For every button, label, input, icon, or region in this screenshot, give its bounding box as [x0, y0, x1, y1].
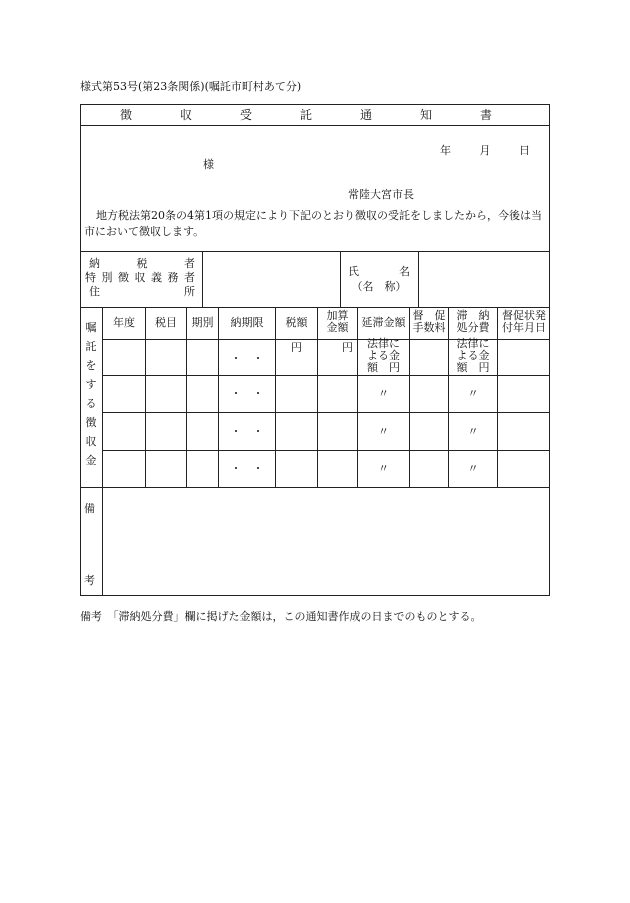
row1-late-2: よる金 [367, 349, 400, 362]
side-label [81, 318, 101, 470]
header-period: 期別 [191, 316, 214, 329]
row1-disposal-fee [449, 338, 497, 374]
rule [418, 251, 419, 307]
rule [340, 251, 341, 307]
header-year: 年度 [113, 316, 135, 329]
header-reminder-date [498, 310, 550, 334]
header-disposal-fee [449, 310, 497, 334]
row4-due-date: ・ ・ [230, 462, 264, 475]
name-label [348, 264, 410, 294]
rule [145, 307, 146, 487]
rule [317, 307, 318, 487]
row1-yen-add: 円 [342, 341, 353, 354]
header-late-fee: 延滞金額 [361, 316, 406, 329]
header-reminder-date-2: 付年月日 [502, 321, 546, 334]
addressee-suffix: 様 [203, 158, 214, 171]
document-title: 徴 収 受 託 通 知 書 [81, 105, 549, 126]
name-alt: （名 称） [351, 280, 407, 293]
date-day: 日 [519, 144, 530, 157]
row1-disp-2: よる金 [456, 349, 490, 362]
rule [102, 412, 550, 413]
side-char: す [85, 378, 97, 391]
row1-disp-3: 額 円 [456, 361, 490, 374]
row3-disposal-ditto: 〃 [467, 425, 479, 438]
taxpayer-char: 所 [184, 285, 195, 298]
taxpayer-char: 特 [85, 271, 96, 284]
sender: 常陸大宮市長 [348, 188, 414, 201]
side-char: 嘱 [85, 321, 97, 334]
side-char: る [85, 397, 97, 410]
row3-due-date: ・ ・ [230, 425, 264, 438]
header-reminder-2: 手数料 [412, 321, 446, 334]
taxpayer-char: 住 [89, 285, 100, 298]
rule [102, 375, 550, 376]
remarks-label-2: 考 [84, 574, 95, 587]
header-due-date: 納期限 [230, 316, 264, 329]
rule [202, 251, 203, 307]
taxpayer-char: 義 [151, 271, 162, 284]
header-disposal-2: 処分費 [456, 321, 490, 334]
rule [497, 307, 498, 487]
name-char: 氏 [348, 265, 359, 278]
side-char: 託 [85, 340, 97, 353]
date-month: 月 [479, 144, 491, 157]
footnote: 備考 「滞納処分費」欄に掲げた金額は，この通知書作成の日までのものとする。 [80, 610, 482, 623]
row2-late-ditto: 〃 [378, 387, 389, 400]
side-char: 徴 [85, 416, 97, 429]
taxpayer-char: 収 [134, 271, 146, 284]
header-additional-1: 加算 [326, 309, 349, 322]
row1-due-date: ・ ・ [230, 352, 264, 365]
rule [80, 307, 550, 308]
date-line [440, 142, 530, 158]
header-disposal-1: 滞 納 [456, 309, 490, 322]
taxpayer-char: 税 [136, 257, 148, 270]
form-label: 様式第53号(第23条関係)(嘱託市町村あて分) [80, 80, 302, 93]
date-year: 年 [440, 144, 451, 157]
header-additional-2: 金額 [326, 321, 349, 334]
row2-disposal-ditto: 〃 [467, 387, 479, 400]
taxpayer-char: 務 [167, 271, 179, 284]
row1-late-fee [358, 338, 409, 374]
rule [275, 307, 276, 487]
taxpayer-char: 納 [89, 257, 100, 270]
row3-late-ditto: 〃 [378, 425, 389, 438]
rule [409, 307, 410, 487]
name-char: 名 [399, 265, 410, 278]
row1-late-1: 法律に [367, 337, 400, 350]
rule [102, 450, 550, 451]
header-tax-item: 税目 [155, 316, 177, 329]
remarks-field[interactable] [103, 488, 549, 595]
header-reminder-date-1: 督促状発 [502, 309, 546, 322]
side-char: を [85, 359, 97, 372]
row4-disposal-ditto: 〃 [467, 462, 479, 475]
header-tax-amount: 税額 [285, 316, 308, 329]
row1-yen-tax: 円 [291, 341, 302, 354]
taxpayer-char: 別 [101, 271, 113, 284]
taxpayer-char: 者 [184, 257, 195, 270]
taxpayer-label [85, 257, 195, 299]
taxpayer-char: 者 [184, 271, 195, 284]
header-additional [318, 310, 357, 334]
rule [80, 251, 550, 252]
row2-due-date: ・ ・ [230, 387, 264, 400]
rule [102, 307, 103, 487]
row1-late-3: 額 円 [367, 361, 400, 374]
header-reminder-fee [410, 310, 448, 334]
row4-late-ditto: 〃 [378, 462, 389, 475]
taxpayer-char: 徴 [118, 271, 129, 284]
rule [186, 307, 187, 487]
notice-text: 地方税法第20条の4第1項の規定により下記のとおり徴収の受託をしましたから，今後は当市において徴収します。 [84, 209, 542, 238]
side-char: 収 [85, 435, 97, 448]
remarks-label-1: 備 [84, 502, 95, 515]
row1-disp-1: 法律に [456, 337, 490, 350]
header-reminder-1: 督 促 [412, 309, 446, 322]
side-char: 金 [85, 454, 97, 467]
